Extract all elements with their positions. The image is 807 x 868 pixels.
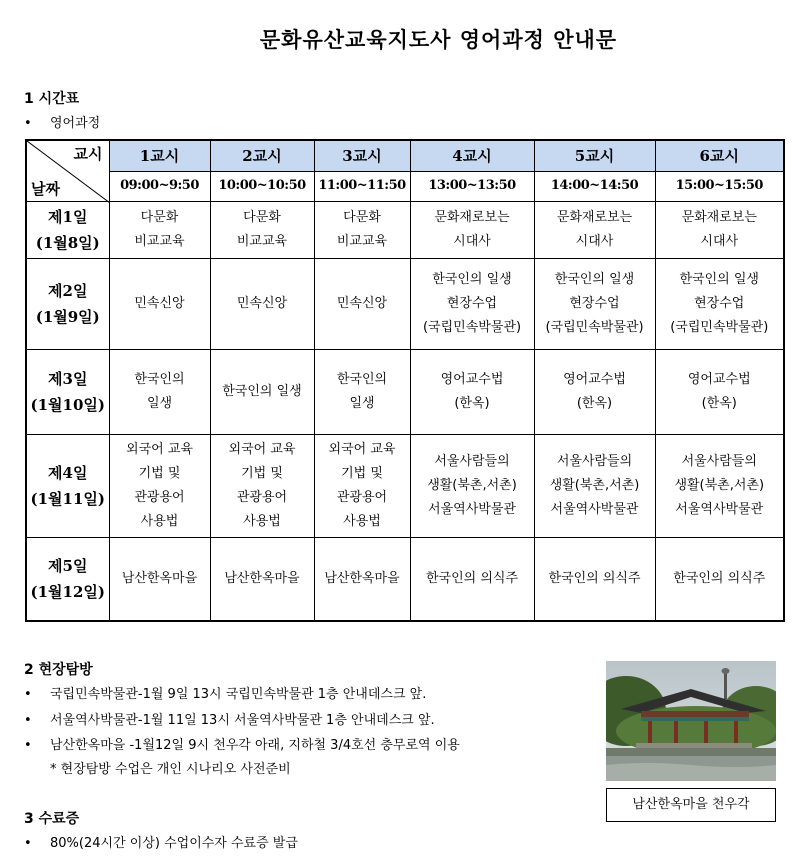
page-title: 문화유산교육지도사 영어과정 안내문 <box>259 27 618 52</box>
day-date: (1월8일) <box>35 233 100 252</box>
class-line: 문화재로보는 <box>681 209 757 225</box>
class-line: 관광용어 <box>134 489 185 505</box>
class-line: 남산한옥마을 <box>324 570 400 586</box>
class-line: (국립민속박물관) <box>545 319 644 335</box>
table-row <box>26 258 784 349</box>
class-line: (국립민속박물관) <box>422 319 522 335</box>
class-cell <box>314 201 410 258</box>
class-line: 시대사 <box>700 233 739 249</box>
table-row <box>26 201 784 258</box>
class-line: 서울사람들의 <box>681 453 757 469</box>
class-line: 남산한옥마을 <box>224 570 300 586</box>
day-cell <box>26 537 109 621</box>
class-cell <box>410 201 534 258</box>
period-time: 13:00~13:50 <box>410 171 534 201</box>
class-line: 서울역사박물관 <box>550 501 639 517</box>
bullet-mark: • <box>24 713 32 728</box>
day-date: (1월10일) <box>30 395 105 414</box>
class-line: 영어교수법 <box>563 371 626 387</box>
class-line: 서울역사박물관 <box>428 501 516 517</box>
class-cell <box>534 349 655 434</box>
class-line: 다문화 <box>343 209 381 225</box>
class-line: 서울사람들의 <box>434 453 510 469</box>
period-header: 3교시 <box>314 140 410 171</box>
class-line: 남산한옥마을 <box>121 570 198 586</box>
timetable <box>25 139 785 622</box>
pavilion-photo <box>606 661 776 781</box>
class-cell <box>314 349 410 434</box>
class-cell <box>210 201 314 258</box>
class-line: 한국인의 일생 <box>554 271 635 287</box>
class-cell <box>210 349 314 434</box>
section-2-item <box>24 709 435 728</box>
period-time: 09:00~9:50 <box>109 171 210 201</box>
class-cell <box>534 537 655 621</box>
class-line: 비교교육 <box>134 233 185 249</box>
class-cell <box>109 258 210 349</box>
class-line: 생활(북촌,서촌) <box>549 477 640 493</box>
class-line: 현장수업 <box>694 295 745 311</box>
class-line: 서울사람들의 <box>556 453 633 469</box>
section-1-bullet <box>24 112 100 131</box>
class-cell <box>109 537 210 621</box>
photo-caption: 남산한옥마을 천우각 <box>606 788 776 822</box>
corner-period-label: 교시 <box>73 145 103 163</box>
class-line: 관광용어 <box>336 489 388 505</box>
day-cell <box>26 434 109 537</box>
class-line: 한국인의 <box>134 371 185 387</box>
corner-date-label: 날짜 <box>31 179 60 198</box>
period-header: 1교시 <box>109 140 210 171</box>
class-line: (국립민속박물관) <box>670 319 769 335</box>
class-line: 민속신앙 <box>236 295 288 311</box>
bullet-mark: • <box>24 836 32 851</box>
class-line: 사용법 <box>243 513 281 529</box>
class-line: 기법 및 <box>341 465 383 481</box>
day-label: 제4일 <box>48 463 88 482</box>
class-cell <box>655 258 784 349</box>
class-cell <box>534 201 655 258</box>
class-line: (한옥) <box>454 395 490 411</box>
class-cell <box>210 258 314 349</box>
class-line: 기법 및 <box>138 465 181 481</box>
class-cell <box>655 201 784 258</box>
class-line: 일생 <box>146 395 173 411</box>
period-time: 15:00~15:50 <box>655 171 784 201</box>
class-line: 외국어 교육 <box>126 441 193 457</box>
class-cell <box>410 537 534 621</box>
class-line: 비교교육 <box>236 233 288 249</box>
class-line: 민속신앙 <box>336 295 388 311</box>
class-line: 일생 <box>349 395 375 411</box>
class-line: 비교교육 <box>336 233 388 249</box>
class-line: 다문화 <box>243 209 281 225</box>
period-header: 5교시 <box>534 140 655 171</box>
section-1-heading: 1 시간표 <box>24 91 80 107</box>
section-2-item-text: 남산한옥마을 -1월12일 9시 천우각 아래, 지하철 3/4호선 충무로역 이용 <box>50 738 460 753</box>
section-2-item-text: 국립민속박물관-1월 9일 13시 국립민속박물관 1층 안내데스크 앞. <box>50 687 427 702</box>
class-line: 시대사 <box>575 233 614 249</box>
class-cell <box>410 258 534 349</box>
class-cell <box>210 537 314 621</box>
period-time: 11:00~11:50 <box>314 171 410 201</box>
class-cell <box>655 537 784 621</box>
class-cell <box>314 434 410 537</box>
day-cell <box>26 258 109 349</box>
class-line: 시대사 <box>453 233 491 249</box>
class-line: 다문화 <box>140 209 179 225</box>
class-line: 영어교수법 <box>687 371 751 387</box>
table-corner-cell <box>26 140 109 201</box>
class-cell <box>314 258 410 349</box>
table-row <box>26 434 784 537</box>
section-3-item <box>24 832 298 851</box>
class-line: 현장수업 <box>569 295 620 311</box>
class-cell <box>109 434 210 537</box>
section-2-item-text: 서울역사박물관-1월 11일 13시 서울역사박물관 1층 안내데스크 앞. <box>50 713 435 728</box>
class-line: 한국인의 의식주 <box>673 570 766 586</box>
bullet-mark: • <box>24 116 32 131</box>
day-date: (1월11일) <box>30 489 105 508</box>
class-line: 한국인의 일생 <box>222 383 302 399</box>
class-line: 한국인의 일생 <box>679 271 759 287</box>
section-2-item <box>24 734 460 753</box>
day-date: (1월9일) <box>35 307 100 326</box>
table-row <box>26 349 784 434</box>
class-line: 사용법 <box>140 513 179 529</box>
section-1-item: 영어과정 <box>50 116 101 131</box>
day-cell <box>26 201 109 258</box>
class-line: 한국인의 <box>336 371 388 387</box>
section-3-item-text: 80%(24시간 이상) 수업이수자 수료증 발급 <box>50 836 298 851</box>
day-label: 제2일 <box>48 281 88 300</box>
class-cell <box>655 434 784 537</box>
class-line: 민속신앙 <box>134 295 185 311</box>
period-header: 2교시 <box>210 140 314 171</box>
class-line: 문화재로보는 <box>556 209 633 225</box>
class-line: 사용법 <box>343 513 381 529</box>
class-line: 한국인의 의식주 <box>548 570 641 586</box>
class-line: 관광용어 <box>236 489 288 505</box>
class-cell <box>534 258 655 349</box>
period-header: 4교시 <box>410 140 534 171</box>
class-line: 한국인의 일생 <box>432 271 512 287</box>
day-label: 제5일 <box>48 556 88 575</box>
class-cell <box>210 434 314 537</box>
class-cell <box>314 537 410 621</box>
section-2-heading: 2 현장탐방 <box>24 662 93 678</box>
class-line: 영어교수법 <box>440 371 504 387</box>
class-line: 현장수업 <box>446 295 498 311</box>
class-cell <box>410 349 534 434</box>
class-line: 문화재로보는 <box>434 209 510 225</box>
day-label: 제3일 <box>48 369 88 388</box>
class-line: 외국어 교육 <box>228 441 296 457</box>
class-cell <box>109 349 210 434</box>
bullet-mark: • <box>24 738 32 753</box>
class-line: 생활(북촌,서촌) <box>674 477 765 493</box>
day-label: 제1일 <box>48 207 88 226</box>
class-line: (한옥) <box>576 395 613 411</box>
class-line: (한옥) <box>701 395 737 411</box>
period-time: 10:00~10:50 <box>210 171 314 201</box>
class-cell <box>534 434 655 537</box>
period-header: 6교시 <box>655 140 784 171</box>
class-line: 한국인의 의식주 <box>425 570 519 586</box>
class-cell <box>109 201 210 258</box>
class-line: 서울역사박물관 <box>675 501 764 517</box>
bullet-mark: • <box>24 687 32 702</box>
day-cell <box>26 349 109 434</box>
section-3-heading: 3 수료증 <box>24 811 80 827</box>
class-line: 기법 및 <box>241 465 283 481</box>
table-row <box>26 537 784 621</box>
period-time: 14:00~14:50 <box>534 171 655 201</box>
class-cell <box>655 349 784 434</box>
class-line: 생활(북촌,서촌) <box>427 477 517 493</box>
class-line: 외국어 교육 <box>328 441 396 457</box>
class-cell <box>410 434 534 537</box>
section-2-item <box>24 683 426 702</box>
day-date: (1월12일) <box>30 582 105 601</box>
section-2-note: * 현장탐방 수업은 개인 시나리오 사전준비 <box>50 762 291 777</box>
